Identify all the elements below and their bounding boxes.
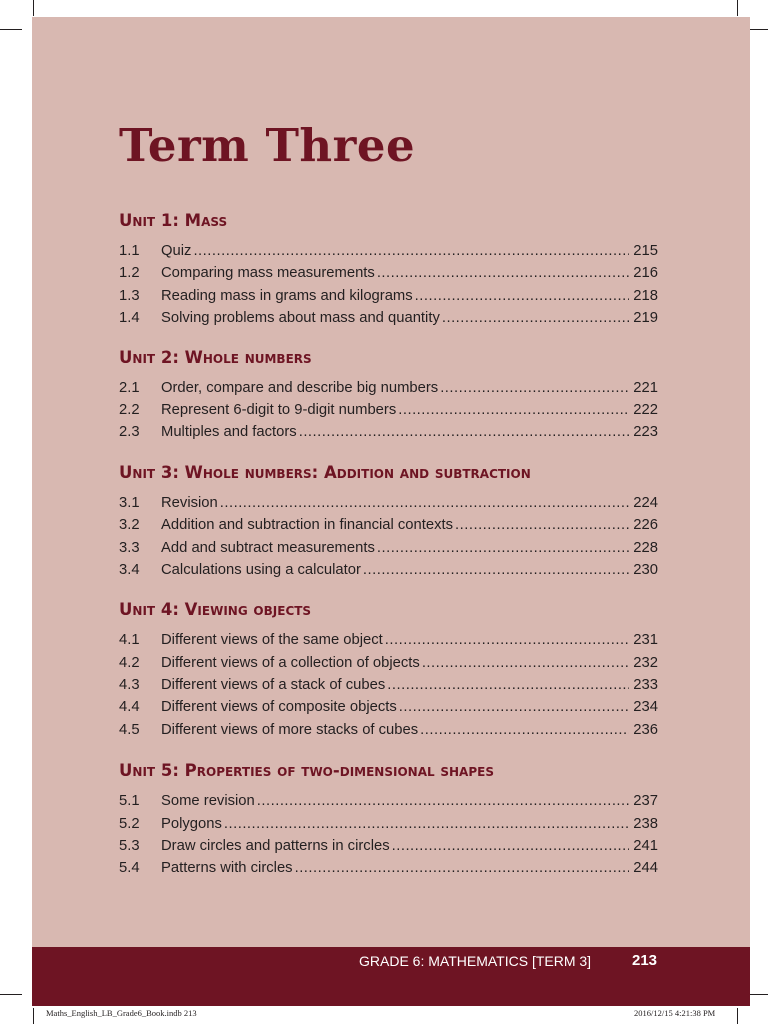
unit-section (119, 599, 658, 741)
entry-title: Multiples and factors (161, 424, 297, 441)
entry-page-number: 236 (633, 721, 658, 738)
entry-page-number: 233 (633, 677, 658, 694)
entry-title: Order, compare and describe big numbers (161, 379, 439, 396)
entry-page-number: 237 (633, 793, 658, 810)
dot-leader (455, 514, 629, 536)
entry-title: Some revision (161, 793, 255, 810)
entry-number: 4.2 (119, 654, 140, 671)
dot-leader (392, 835, 630, 857)
footer-page-number: 213 (632, 952, 658, 969)
entry-number: 3.3 (119, 539, 140, 556)
crop-mark (748, 29, 768, 30)
entry-number: 1.4 (119, 310, 140, 327)
entry-title: Comparing mass measurements (161, 265, 375, 282)
dot-leader (257, 790, 630, 812)
toc-entry[interactable] (119, 652, 658, 674)
entry-number: 4.3 (119, 677, 140, 694)
crop-mark (0, 29, 22, 30)
dot-leader (442, 307, 629, 329)
unit-heading: Unit 4: Viewing objects (119, 600, 312, 620)
dot-leader (399, 696, 630, 718)
entry-page-number: 226 (633, 517, 658, 534)
toc-entry[interactable] (119, 629, 658, 651)
entry-title: Reading mass in grams and kilograms (161, 287, 413, 304)
entry-number: 5.1 (119, 793, 140, 810)
entry-title: Addition and subtraction in financial contexts (161, 517, 454, 534)
entry-number: 5.3 (119, 838, 140, 855)
entry-number: 3.2 (119, 517, 140, 534)
unit-section (119, 347, 658, 444)
entry-page-number: 218 (633, 287, 658, 304)
toc-entry[interactable] (119, 240, 658, 262)
entry-title: Calculations using a calculator (161, 561, 361, 578)
entry-page-number: 223 (633, 424, 658, 441)
toc-entry[interactable] (119, 537, 658, 559)
dot-leader (220, 492, 630, 514)
crop-mark (737, 0, 738, 16)
entry-title: Revision (161, 494, 218, 511)
entry-title: Different views of the same object (161, 632, 383, 649)
entry-page-number: 221 (633, 379, 658, 396)
entry-number: 2.2 (119, 401, 140, 418)
entry-title: Different views of more stacks of cubes (161, 721, 419, 738)
dot-leader (377, 262, 629, 284)
dot-leader (299, 421, 630, 443)
toc-entry[interactable] (119, 813, 658, 835)
entry-page-number: 228 (633, 539, 658, 556)
dot-leader (387, 674, 629, 696)
table-of-contents (119, 210, 658, 880)
dot-leader (420, 719, 629, 741)
footer-label: GRADE 6: MATHEMATICS [TERM 3] (359, 953, 592, 969)
dot-leader (440, 377, 629, 399)
entry-title: Represent 6-digit to 9-digit numbers (161, 401, 397, 418)
entry-title: Different views of a collection of objects (161, 654, 420, 671)
unit-section (119, 760, 658, 880)
toc-entry[interactable] (119, 262, 658, 284)
entry-page-number: 219 (633, 310, 658, 327)
entry-page-number: 231 (633, 632, 658, 649)
unit-heading: Unit 1: Mass (119, 211, 228, 230)
entry-title: Solving problems about mass and quantity (161, 310, 440, 327)
entry-title: Polygons (161, 815, 222, 832)
dot-leader (193, 240, 629, 262)
dot-leader (415, 285, 630, 307)
entry-number: 1.1 (119, 243, 140, 259)
unit-heading: Unit 3: Whole numbers: Addition and subtraction (119, 462, 531, 482)
toc-entry[interactable] (119, 674, 658, 696)
toc-entry[interactable] (119, 719, 658, 741)
crop-mark (33, 0, 34, 16)
toc-entry[interactable] (119, 285, 658, 307)
entry-number: 4.5 (119, 721, 140, 738)
dot-leader (295, 857, 630, 879)
entry-number: 1.3 (119, 287, 140, 304)
entry-page-number: 224 (633, 494, 658, 511)
crop-mark (33, 1008, 34, 1024)
dot-leader (363, 559, 629, 581)
entry-page-number: 234 (633, 699, 658, 716)
toc-entry[interactable] (119, 696, 658, 718)
unit-heading: Unit 5: Properties of two-dimensional shapes (119, 761, 494, 781)
print-slug-file: Maths_English_LB_Grade6_Book.indb 213 (46, 1008, 197, 1018)
toc-entry[interactable] (119, 377, 658, 399)
dot-leader (398, 399, 629, 421)
entry-title: Different views of composite objects (161, 699, 397, 716)
entry-title: Add and subtract measurements (161, 539, 375, 556)
entry-number: 4.1 (119, 632, 140, 649)
unit-heading: Unit 2: Whole numbers (119, 347, 312, 367)
entry-title: Patterns with circles (161, 860, 293, 877)
toc-entry[interactable] (119, 857, 658, 879)
unit-section (119, 462, 658, 582)
toc-entry[interactable] (119, 492, 658, 514)
page-title: Term Three (119, 119, 416, 172)
entry-page-number: 230 (633, 561, 658, 578)
toc-entry[interactable] (119, 835, 658, 857)
entry-number: 1.2 (119, 265, 140, 282)
entry-title: Draw circles and patterns in circles (161, 838, 390, 855)
entry-title: Quiz (161, 243, 192, 259)
entry-page-number: 215 (633, 243, 658, 259)
crop-mark (748, 994, 768, 995)
entry-page-number: 238 (633, 815, 658, 832)
entry-number: 3.4 (119, 561, 140, 578)
toc-entry[interactable] (119, 307, 658, 329)
toc-entry[interactable] (119, 514, 658, 536)
entry-number: 3.1 (119, 494, 140, 511)
toc-entry[interactable] (119, 421, 658, 443)
entry-page-number: 222 (633, 401, 658, 418)
entry-page-number: 244 (633, 860, 658, 877)
crop-mark (737, 1008, 738, 1024)
crop-mark (0, 994, 22, 995)
entry-page-number: 241 (633, 838, 658, 855)
toc-entry[interactable] (119, 399, 658, 421)
dot-leader (385, 629, 630, 651)
entry-page-number: 216 (633, 265, 658, 282)
dot-leader (422, 652, 629, 674)
entry-number: 4.4 (119, 699, 140, 716)
print-slug-timestamp: 2016/12/15 4:21:38 PM (634, 1008, 716, 1018)
entry-title: Different views of a stack of cubes (161, 677, 386, 694)
entry-number: 2.3 (119, 424, 140, 441)
toc-entry[interactable] (119, 790, 658, 812)
unit-section (119, 210, 658, 330)
entry-number: 5.4 (119, 860, 140, 877)
entry-number: 2.1 (119, 379, 140, 396)
entry-number: 5.2 (119, 815, 140, 832)
toc-entry[interactable] (119, 559, 658, 581)
dot-leader (377, 537, 629, 559)
dot-leader (224, 813, 629, 835)
entry-page-number: 232 (633, 654, 658, 671)
